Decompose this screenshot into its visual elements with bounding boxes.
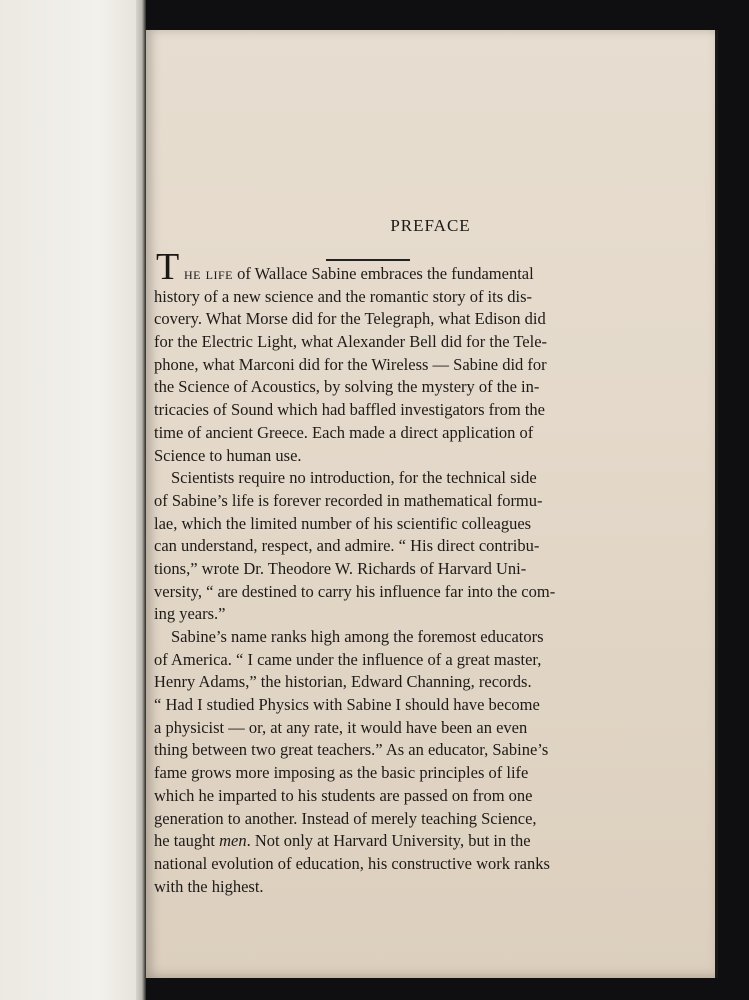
text-line: covery. What Morse did for the Telegraph, what Edison did	[154, 309, 546, 329]
facing-blank-page	[0, 0, 142, 1000]
text-line: which he imparted to his students are passed on from one	[154, 785, 533, 805]
italic-word: men	[219, 831, 247, 851]
text-fragment: he taught	[154, 831, 220, 851]
lead-smallcaps: he life	[184, 264, 233, 283]
text-line: a physicist — or, at any rate, it would have been an even	[154, 717, 528, 737]
text-line: lae, which the limited number of his scientific colleagues	[154, 513, 532, 533]
text-line-with-italic	[154, 830, 604, 853]
text-line: generation to another. Instead of merely teaching Science,	[154, 808, 537, 828]
book-gutter	[136, 0, 146, 1000]
heading-rule	[326, 259, 410, 261]
text-line: time of ancient Greece. Each made a direct application of	[154, 422, 534, 442]
drop-cap: T	[156, 246, 180, 288]
text-line: Scientists require no introduction, for the technical side	[171, 468, 537, 488]
text-line: Science to human use.	[154, 445, 302, 465]
book-page	[146, 30, 718, 978]
text-line: can understand, respect, and admire. “ His direct contribu-	[154, 536, 540, 556]
text-line: the Science of Acoustics, by solving the mystery of the in-	[154, 377, 540, 397]
text-line: for the Electric Light, what Alexander Bell did for the Tele-	[154, 332, 548, 352]
page-heading: PREFACE	[390, 216, 471, 235]
paragraph-1-line-1	[154, 246, 604, 288]
text-line: ing years.”	[154, 604, 226, 624]
text-fragment: . Not only at Harvard University, but in the	[246, 831, 531, 851]
preface-body	[154, 246, 604, 898]
text-line: tricacies of Sound which had baffled investigators from the	[154, 400, 546, 420]
text-line: of Sabine’s life is forever recorded in mathematical formu-	[154, 490, 543, 510]
text-line: of America. “ I came under the influence of a great master,	[154, 649, 542, 669]
text-line: Sabine’s name ranks high among the foremost educators	[171, 627, 544, 646]
text-line: national evolution of education, his constructive work ranks	[154, 853, 550, 873]
text-line: “ Had I studied Physics with Sabine I should have become	[154, 695, 540, 715]
text-line: with the highest.	[154, 876, 264, 896]
text-line: phone, what Marconi did for the Wireless — Sabine did for	[154, 354, 547, 374]
text-line: thing between two great teachers.” As an educator, Sabine’s	[154, 740, 549, 760]
text-line: history of a new science and the romantic story of its dis-	[154, 286, 533, 306]
text-line: tions,” wrote Dr. Theodore W. Richards of Harvard Uni-	[154, 558, 527, 578]
text-line: fame grows more imposing as the basic principles of life	[154, 763, 529, 783]
text-line: of Wallace Sabine embraces the fundamental	[232, 264, 534, 283]
text-line: Henry Adams,” the historian, Edward Channing, records.	[154, 672, 532, 692]
text-line: versity, “ are destined to carry his influence far into the com-	[154, 581, 556, 601]
